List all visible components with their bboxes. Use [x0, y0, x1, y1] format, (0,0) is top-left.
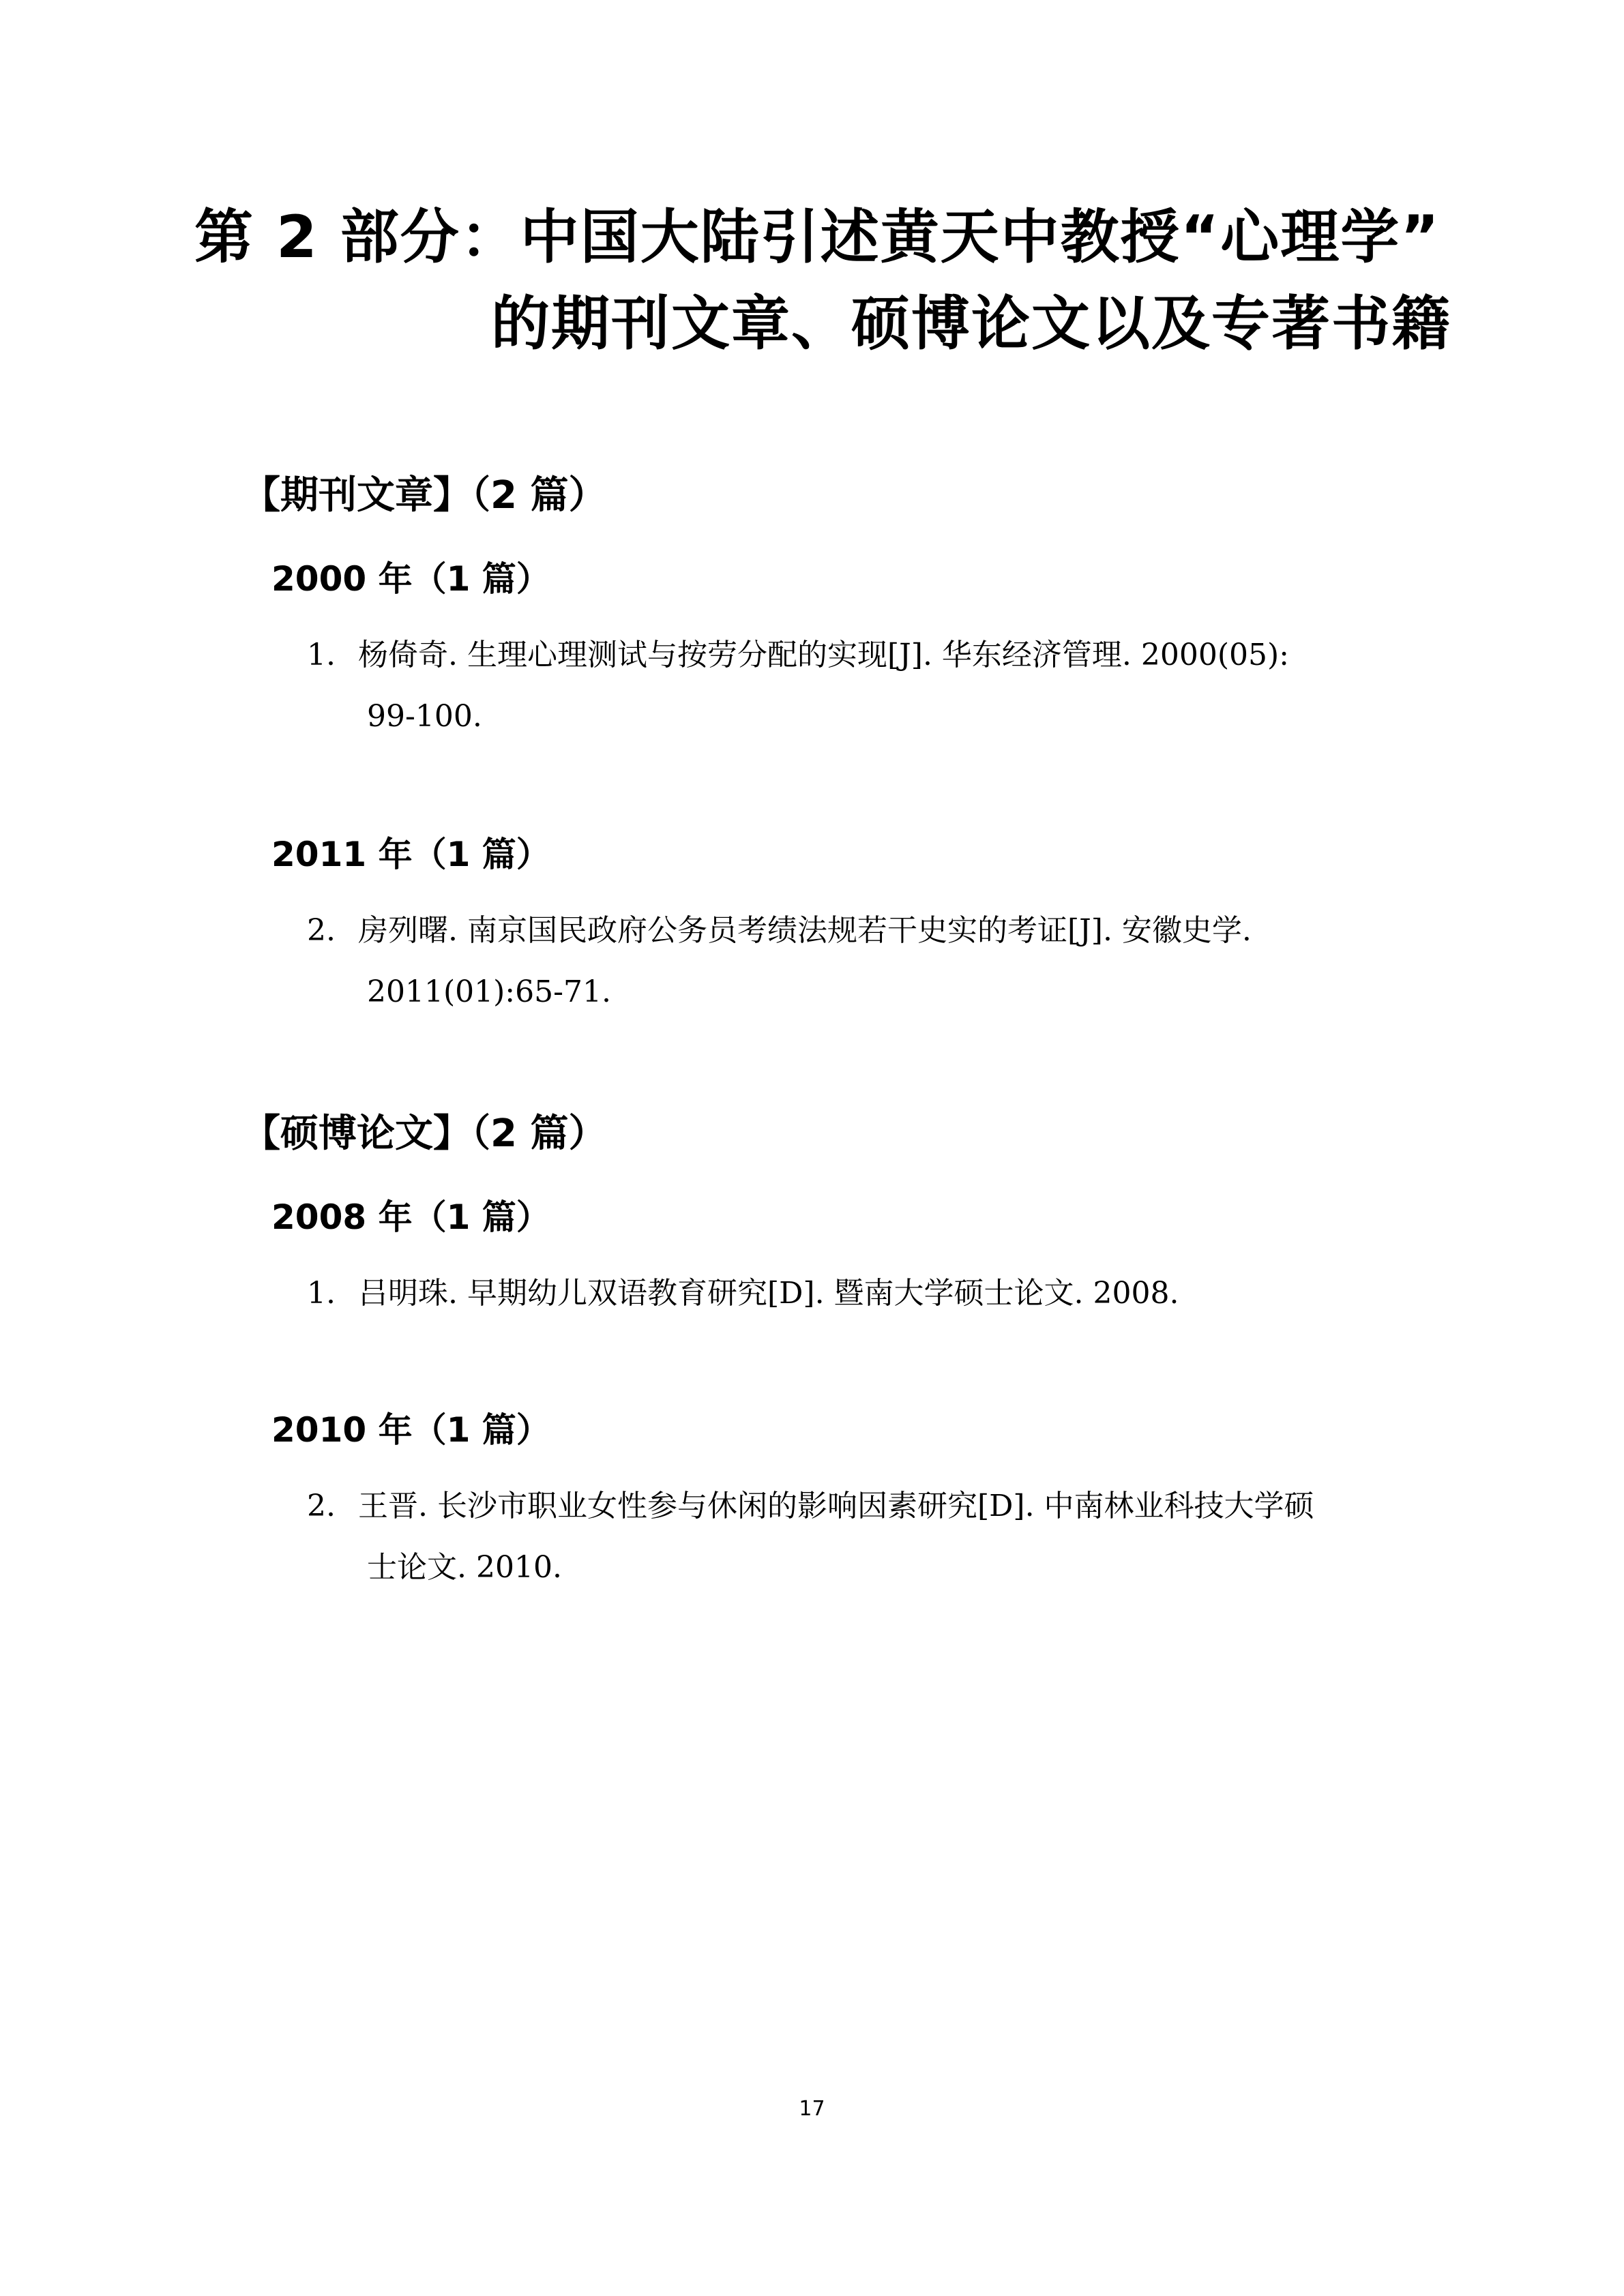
- title-line-1: 第 2 部分：中国大陆引述黄天中教授“心理学”: [194, 203, 1441, 271]
- reference-number: 2.: [307, 1489, 336, 1523]
- reference-number: 1.: [307, 638, 336, 672]
- year-heading-2011: 2011 年（1 篇）: [271, 835, 550, 874]
- year-heading-2000: 2000 年（1 篇）: [271, 559, 550, 599]
- year-heading-2008: 2008 年（1 篇）: [271, 1197, 550, 1237]
- reference-text-line: 房列曙. 南京国民政府公务员考绩法规若干史实的考证[J]. 安徽史学.: [358, 913, 1252, 948]
- section-heading-journal-articles: 【期刊文章】（2 篇）: [242, 473, 607, 518]
- year-heading-2010: 2010 年（1 篇）: [271, 1410, 550, 1450]
- reference-text-line: 杨倚奇. 生理心理测试与按劳分配的实现[J]. 华东经济管理. 2000(05):: [358, 638, 1290, 672]
- reference-item: [307, 625, 1466, 747]
- section-heading-theses: 【硕博论文】（2 篇）: [242, 1112, 607, 1156]
- reference-text-line: 士论文. 2010.: [367, 1550, 562, 1585]
- reference-text-line: 99-100.: [367, 699, 482, 734]
- reference-item: [307, 1263, 1466, 1324]
- title-line-2: 的期刊文章、硕博论文以及专著书籍: [491, 290, 1451, 358]
- reference-text-line: 吕明珠. 早期幼儿双语教育研究[D]. 暨南大学硕士论文. 2008.: [358, 1276, 1179, 1311]
- reference-number: 2.: [307, 913, 336, 948]
- reference-text-line: 2011(01):65-71.: [367, 974, 611, 1009]
- reference-item: [307, 900, 1466, 1023]
- page-number: 17: [799, 2097, 825, 2121]
- reference-number: 1.: [307, 1276, 336, 1311]
- reference-text-line: 王晋. 长沙市职业女性参与休闲的影响因素研究[D]. 中南林业科技大学硕: [358, 1489, 1314, 1523]
- reference-item: [307, 1476, 1466, 1598]
